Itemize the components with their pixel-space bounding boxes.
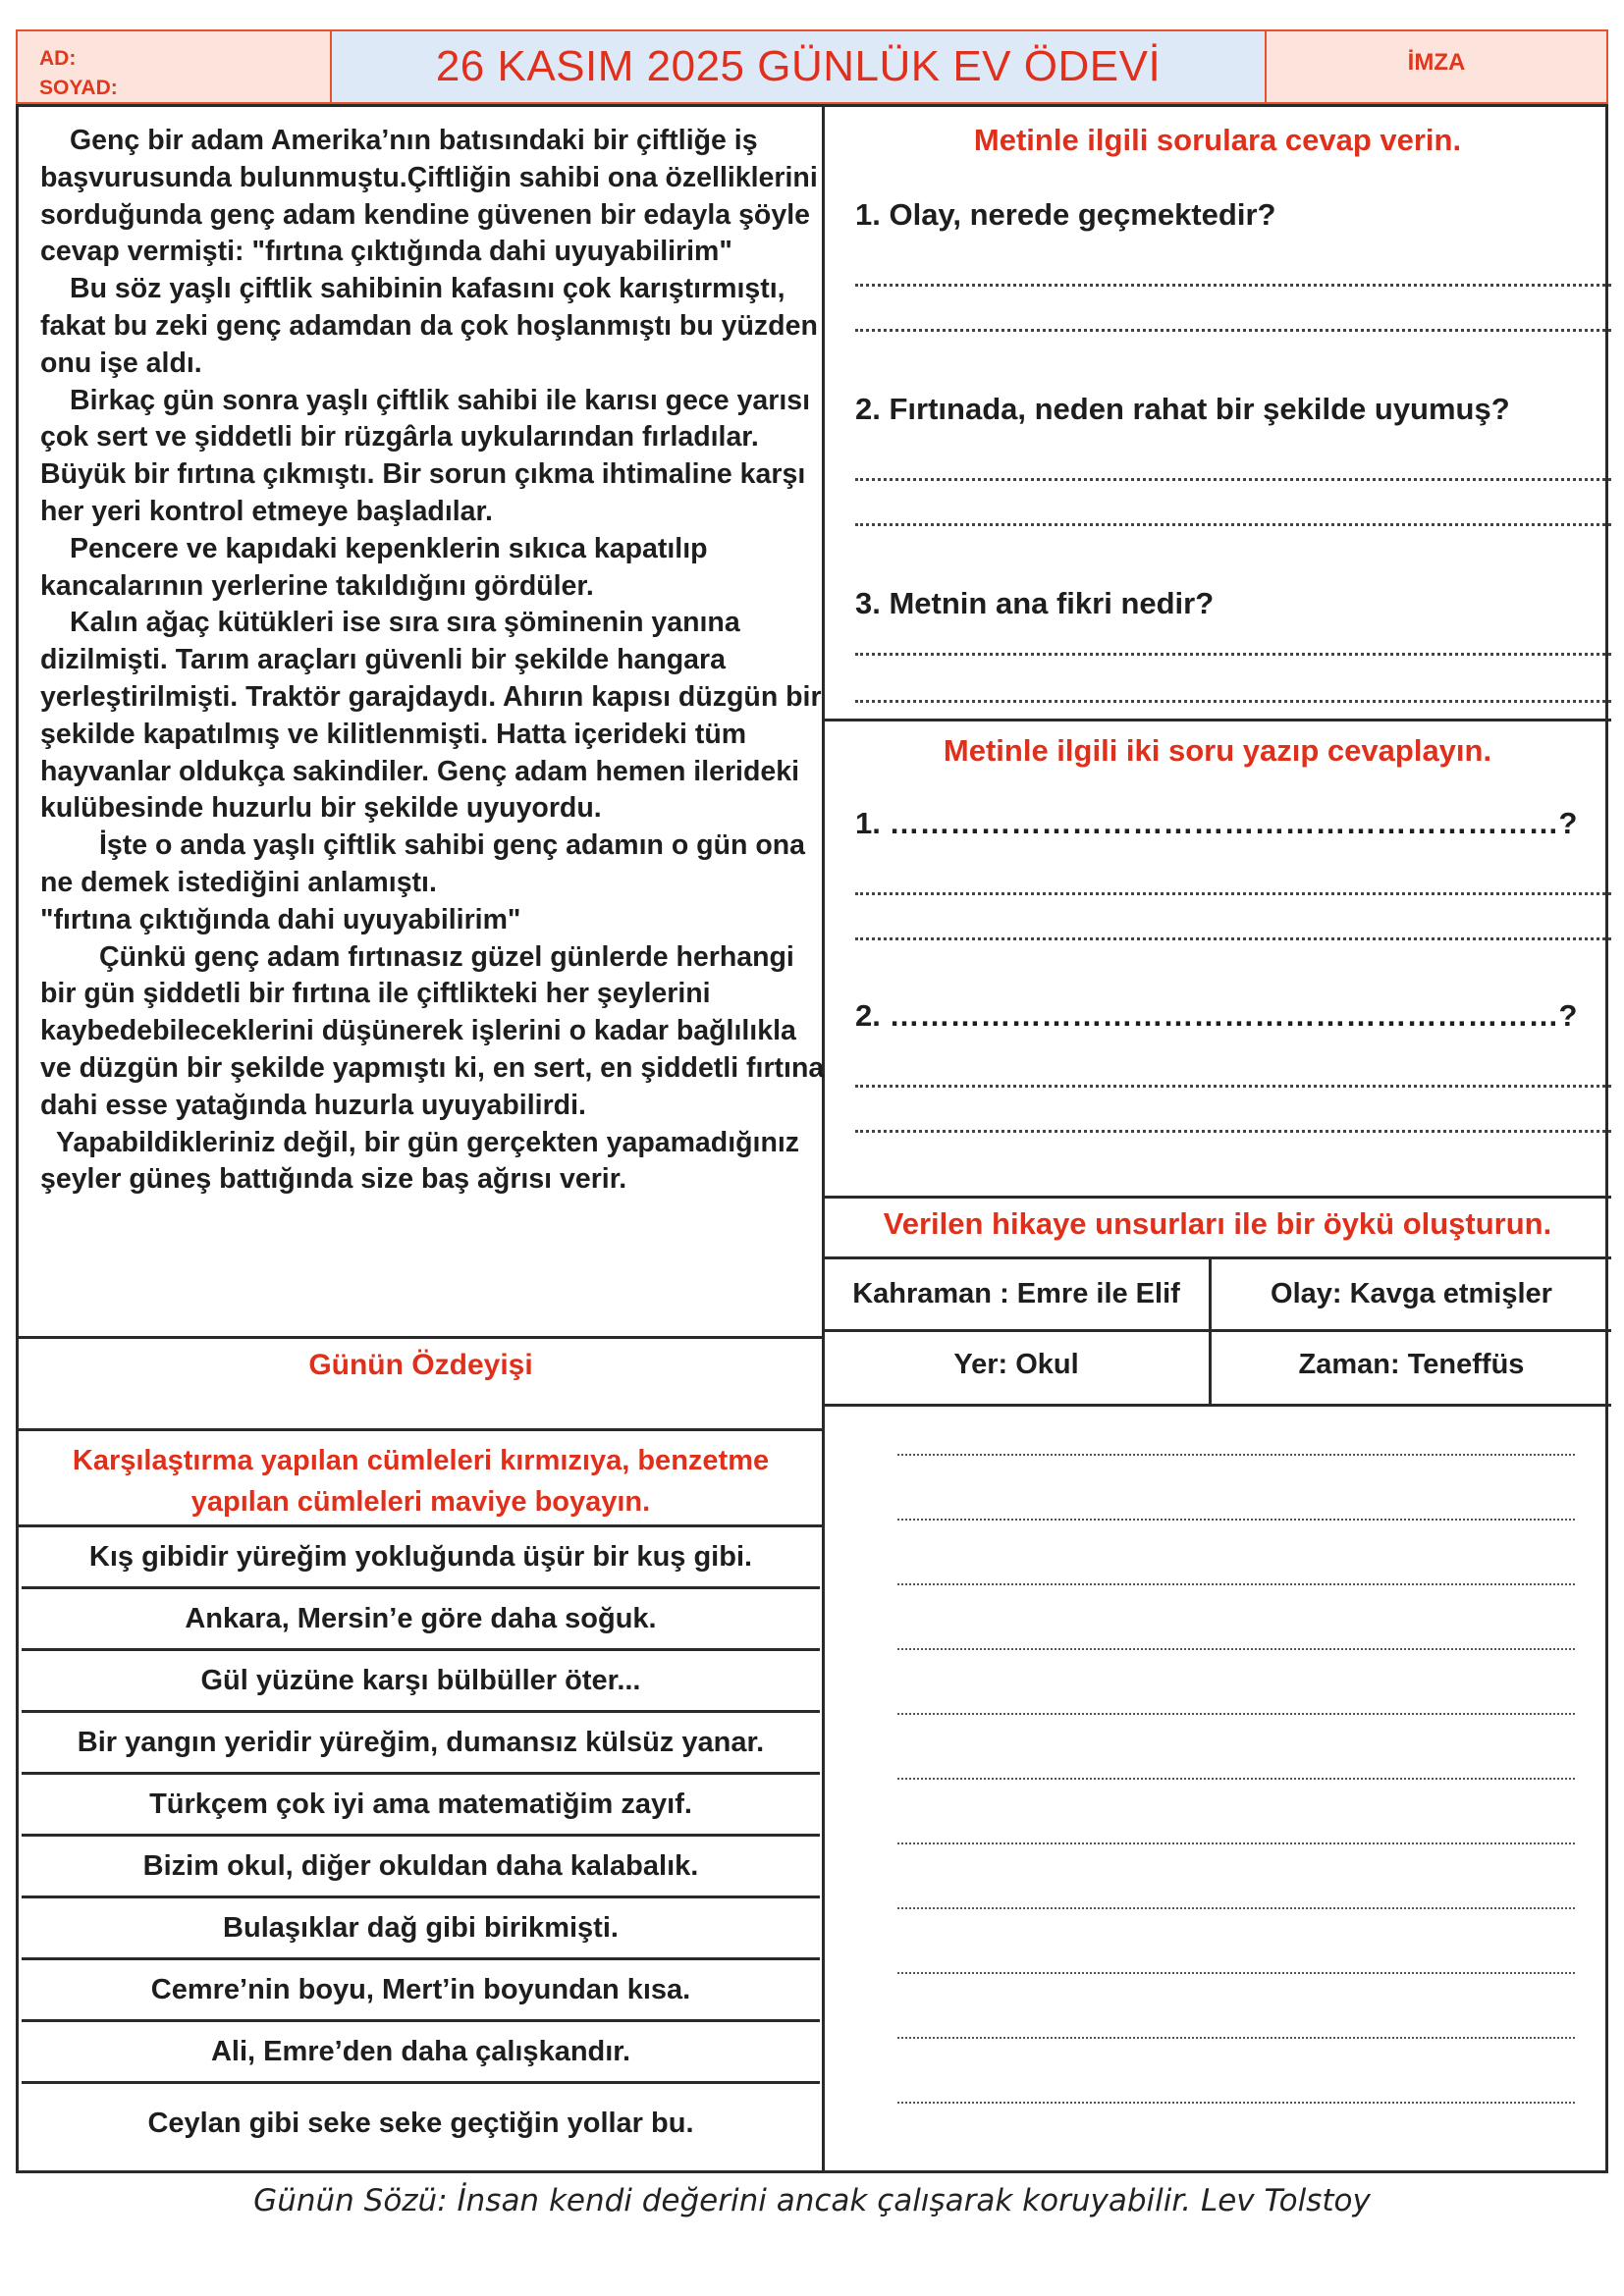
question-3: 3. Metnin ana fikri nedir?: [855, 586, 1215, 620]
story-paragraph: Yapabildikleriniz değil, bir gün gerçekten yapamadığınız şeyler güneş battığında size baş ağrısı verir.: [40, 1126, 800, 1196]
story-paragraph: Pencere ve kapıdaki kepenklerin sıkıca kapatılıp kancalarının yerlerine takıldığını gördüler.: [40, 532, 708, 602]
own-question-1[interactable]: 1. …………………………………………………………?: [855, 806, 1578, 840]
signature-box[interactable]: İMZA: [1265, 29, 1608, 104]
own-questions-heading: Metinle ilgili iki soru yazıp cevaplayın.: [943, 733, 1492, 768]
writing-line[interactable]: [897, 1778, 1575, 1780]
comparison-sentence[interactable]: Bir yangın yeridir yüreğim, dumansız külsüz yanar.: [22, 1713, 820, 1775]
divider-own-questions-bottom: [824, 1196, 1611, 1199]
divider-elements-row2: [824, 1404, 1611, 1407]
story-paragraph: "fırtına çıktığında dahi uyuyabilirim": [40, 903, 521, 935]
question-1: 1. Olay, nerede geçmektedir?: [855, 197, 1276, 232]
comparison-sentence[interactable]: Ankara, Mersin’e göre daha soğuk.: [22, 1589, 820, 1651]
writing-line[interactable]: [897, 1519, 1575, 1521]
answer-line[interactable]: [855, 937, 1611, 940]
answer-line[interactable]: [855, 700, 1611, 703]
story-text: [40, 123, 826, 1199]
page-title: 26 KASIM 2025 GÜNLÜK EV ÖDEVİ: [332, 29, 1265, 104]
divider-questions-bottom: [824, 719, 1611, 721]
answer-line[interactable]: [855, 284, 1611, 287]
story-element-time: Zaman: Teneffüs: [1298, 1348, 1525, 1380]
comparison-sentence[interactable]: Kış gibidir yüreğim yokluğunda üşür bir kuş gibi.: [22, 1527, 820, 1589]
comparison-heading-line2: yapılan cümleleri maviye boyayın.: [190, 1486, 651, 1518]
story-paragraph: Kalın ağaç kütükleri ise sıra sıra şöminenin yanına dizilmişti. Tarım araçları güvenli bir şekilde hangara yerleştirilmişti. Traktör garajdaydı. Ahırın kapısı düzgün bir şekilde kapatılmış ve kilitlenmişti. Hatta içerideki tüm hayvanlar oldukça sakindiler. Genç adam hemen ilerideki kulübesinde huzurlu bir şekilde uyuyordu.: [40, 607, 822, 825]
questions-heading: Metinle ilgili sorulara cevap verin.: [973, 123, 1462, 157]
answer-line[interactable]: [855, 892, 1611, 895]
divider-story-bottom: [19, 1336, 822, 1339]
name-box[interactable]: [16, 29, 332, 104]
answer-line[interactable]: [855, 653, 1611, 656]
comparison-sentence[interactable]: Bulaşıklar dağ gibi birikmişti.: [22, 1898, 820, 1960]
story-elements-heading: Verilen hikaye unsurları ile bir öykü oluşturun.: [883, 1206, 1552, 1241]
story-element-place: Yer: Okul: [953, 1348, 1079, 1380]
story-element-event: Olay: Kavga etmişler: [1271, 1278, 1552, 1309]
writing-line[interactable]: [897, 1454, 1575, 1456]
writing-line[interactable]: [897, 1583, 1575, 1585]
writing-line[interactable]: [897, 1842, 1575, 1844]
comparison-sentence[interactable]: Gül yüzüne karşı bülbüller öter...: [22, 1651, 820, 1713]
writing-line[interactable]: [897, 1713, 1575, 1715]
answer-line[interactable]: [855, 1085, 1611, 1088]
quote-answer-area[interactable]: [22, 1385, 820, 1426]
comparison-sentence[interactable]: Cemre’nin boyu, Mert’in boyundan kısa.: [22, 1960, 820, 2022]
answer-line[interactable]: [855, 523, 1611, 526]
writing-line[interactable]: [897, 1972, 1575, 1974]
quote-heading: Günün Özdeyişi: [308, 1349, 533, 1381]
story-paragraph: Genç bir adam Amerika’nın batısındaki bir çiftliğe iş başvurusunda bulunmuştu.Çiftliğin sahibi ona özelliklerini sorduğunda genç adam kendine güvenen bir edayla şöyle cevap vermişti: "fırtına çıktığında dahi uyuyabilirim": [40, 125, 818, 268]
answer-line[interactable]: [855, 478, 1611, 481]
own-question-2[interactable]: 2. …………………………………………………………?: [855, 998, 1578, 1033]
comparison-heading-line1: Karşılaştırma yapılan cümleleri kırmızıya, benzetme: [72, 1445, 770, 1476]
writing-line[interactable]: [897, 2102, 1575, 2104]
story-paragraph: Birkaç gün sonra yaşlı çiftlik sahibi ile karısı gece yarısı çok sert ve şiddetli bir rüzgârla uykularından fırladılar. Büyük bir fırtına çıkmıştı. Bir sorun çıkma ihtimaline karşı her yeri kontrol etmeye başladılar.: [40, 384, 811, 527]
story-element-hero: Kahraman : Emre ile Elif: [852, 1278, 1180, 1309]
comparison-sentence[interactable]: Bizim okul, diğer okuldan daha kalabalık.: [22, 1837, 820, 1898]
writing-line[interactable]: [897, 1648, 1575, 1650]
daily-saying: Günün Sözü: İnsan kendi değerini ancak çalışarak koruyabilir. Lev Tolstoy: [253, 2183, 1371, 2218]
writing-line[interactable]: [897, 2037, 1575, 2039]
story-paragraph: Çünkü genç adam fırtınasız güzel günlerde herhangi bir gün şiddetli bir fırtına ile çiftlikteki her şeylerini kaybedebileceklerini düşünerek işlerini o kadar bağlılıkla ve düzgün bir şekilde yapmıştı ki, en sert, en şiddetli fırtına dahi esse yatağında huzurla uyuyabilirdi.: [40, 940, 825, 1121]
worksheet-header: [16, 29, 1608, 104]
answer-line[interactable]: [855, 1130, 1611, 1133]
comparison-heading: [22, 1440, 820, 1522]
comparison-sentence[interactable]: Ceylan gibi seke seke geçtiğin yollar bu.: [147, 2107, 694, 2139]
story-paragraph: Bu söz yaşlı çiftlik sahibinin kafasını çok karıştırmıştı, fakat bu zeki genç adamdan da çok hoşlanmıştı bu yüzden onu işe aldı.: [40, 273, 818, 379]
surname-label: SOYAD:: [39, 77, 118, 99]
story-paragraph: İşte o anda yaşlı çiftlik sahibi genç adamın o gün ona ne demek istediğini anlamıştı.: [40, 829, 805, 898]
divider-quote-bottom: [19, 1428, 822, 1431]
writing-line[interactable]: [897, 1907, 1575, 1909]
comparison-sentence[interactable]: Türkçem çok iyi ama matematiğim zayıf.: [22, 1775, 820, 1837]
worksheet-frame: [16, 104, 1608, 2173]
question-2: 2. Fırtınada, neden rahat bir şekilde uyumuş?: [855, 392, 1510, 426]
answer-line[interactable]: [855, 329, 1611, 332]
name-label: AD:: [39, 47, 77, 70]
comparison-sentence[interactable]: Ali, Emre’den daha çalışkandır.: [22, 2022, 820, 2084]
